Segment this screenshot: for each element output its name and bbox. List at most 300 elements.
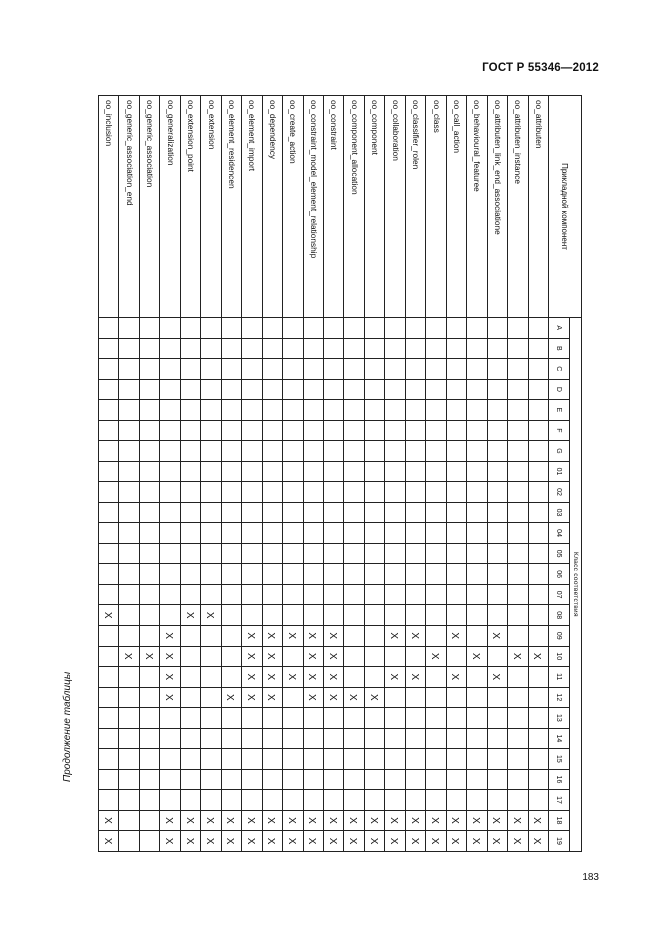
conformance-cell [364, 441, 384, 462]
conformance-cell [180, 790, 200, 811]
conformance-mark: X [204, 611, 216, 619]
conformance-cell [446, 482, 466, 503]
conformance-cell [262, 625, 282, 646]
conformance-mark: X [408, 817, 420, 824]
conformance-cell [160, 708, 180, 729]
conformance-cell [160, 749, 180, 770]
conformance-cell [467, 584, 487, 605]
conformance-cell [160, 441, 180, 462]
conformance-cell [385, 359, 405, 380]
conformance-cell [201, 584, 221, 605]
conformance-cell [385, 584, 405, 605]
conformance-cell [487, 625, 507, 646]
conformance-cell [467, 502, 487, 523]
conformance-cell [160, 646, 180, 667]
conformance-cell [324, 564, 344, 585]
conformance-cell [385, 338, 405, 359]
conformance-cell [180, 523, 200, 544]
conformance-cell [324, 441, 344, 462]
class-column-header: 04 [549, 523, 570, 544]
conformance-cell [160, 625, 180, 646]
conformance-cell [99, 338, 119, 359]
conformance-cell [221, 543, 241, 564]
conformance-cell [139, 338, 159, 359]
conformance-cell [201, 769, 221, 790]
conformance-cell [160, 543, 180, 564]
conformance-cell [405, 338, 425, 359]
conformance-cell [528, 667, 548, 688]
conformance-cell [385, 523, 405, 544]
conformance-mark: X [347, 693, 359, 701]
conformance-cell [487, 564, 507, 585]
conformance-cell [242, 318, 262, 339]
conformance-cell [508, 338, 528, 359]
conformance-cell [426, 523, 446, 544]
conformance-cell [201, 441, 221, 462]
conformance-cell [324, 667, 344, 688]
conformance-cell [283, 749, 303, 770]
conformance-cell [467, 769, 487, 790]
conformance-cell [467, 482, 487, 503]
conformance-cell [467, 625, 487, 646]
conformance-cell [201, 749, 221, 770]
conformance-cell [344, 790, 364, 811]
conformance-cell [364, 810, 384, 831]
conformance-cell [283, 605, 303, 626]
conformance-cell [303, 420, 323, 441]
conformance-cell [446, 441, 466, 462]
conformance-cell [487, 769, 507, 790]
conformance-cell [487, 400, 507, 421]
conformance-cell [364, 708, 384, 729]
conformance-cell [221, 400, 241, 421]
conformance-cell [262, 584, 282, 605]
conformance-cell [426, 338, 446, 359]
conformance-mark: X [367, 693, 379, 701]
conformance-cell [242, 420, 262, 441]
conformance-cell [426, 646, 446, 667]
table-row [385, 96, 405, 852]
conformance-cell [242, 482, 262, 503]
conformance-mark: X [244, 652, 256, 660]
conformance-cell [303, 687, 323, 708]
conformance-cell [446, 543, 466, 564]
conformance-cell [201, 420, 221, 441]
conformance-cell [364, 420, 384, 441]
conformance-cell [426, 543, 446, 564]
conformance-cell [364, 625, 384, 646]
conformance-cell [99, 523, 119, 544]
class-column-header: 17 [549, 790, 570, 811]
class-column-header: E [549, 400, 570, 421]
conformance-cell [467, 420, 487, 441]
conformance-cell [344, 420, 364, 441]
conformance-cell [283, 420, 303, 441]
conformance-cell [119, 502, 139, 523]
conformance-cell [528, 749, 548, 770]
conformance-mark: X [326, 693, 338, 701]
conformance-cell [344, 543, 364, 564]
conformance-cell [487, 502, 507, 523]
component-name: oo_classifier_rolen [405, 96, 425, 318]
conformance-cell [528, 687, 548, 708]
conformance-mark: X [101, 817, 113, 824]
conformance-cell [405, 625, 425, 646]
class-column-header: F [549, 420, 570, 441]
class-column-header: A [549, 318, 570, 339]
conformance-mark: X [224, 693, 236, 701]
conformance-cell [119, 461, 139, 482]
conformance-cell [221, 749, 241, 770]
class-column-header: 16 [549, 769, 570, 790]
conformance-cell [364, 605, 384, 626]
class-column-header: 14 [549, 728, 570, 749]
conformance-cell [160, 810, 180, 831]
conformance-cell [303, 584, 323, 605]
conformance-cell [283, 625, 303, 646]
conformance-cell [385, 728, 405, 749]
conformance-cell [139, 400, 159, 421]
conformance-cell [467, 338, 487, 359]
conformance-cell [242, 708, 262, 729]
conformance-cell [344, 441, 364, 462]
conformance-mark: X [101, 611, 113, 619]
conformance-cell [262, 810, 282, 831]
conformance-cell [139, 318, 159, 339]
conformance-cell [160, 502, 180, 523]
conformance-cell [99, 441, 119, 462]
conformance-cell [385, 441, 405, 462]
conformance-cell [201, 461, 221, 482]
conformance-cell [405, 687, 425, 708]
table-row [221, 96, 241, 852]
conformance-cell [344, 605, 364, 626]
conformance-cell [221, 564, 241, 585]
conformance-cell [221, 831, 241, 852]
table-row [467, 96, 487, 852]
conformance-mark: X [326, 673, 338, 681]
conformance-cell [139, 584, 159, 605]
conformance-cell [160, 359, 180, 380]
conformance-cell [160, 482, 180, 503]
conformance-cell [99, 749, 119, 770]
conformance-cell [139, 502, 159, 523]
conformance-cell [303, 502, 323, 523]
conformance-cell [324, 379, 344, 400]
conformance-cell [180, 482, 200, 503]
conformance-cell [426, 420, 446, 441]
conformance-cell [487, 318, 507, 339]
conformance-cell [303, 400, 323, 421]
conformance-cell [344, 461, 364, 482]
conformance-cell [119, 831, 139, 852]
conformance-cell [160, 790, 180, 811]
conformance-cell [221, 359, 241, 380]
conformance-table-rotated [98, 95, 582, 851]
conformance-cell [446, 564, 466, 585]
conformance-cell [528, 543, 548, 564]
conformance-cell [405, 708, 425, 729]
conformance-cell [262, 318, 282, 339]
conformance-cell [324, 810, 344, 831]
conformance-cell [528, 523, 548, 544]
component-name: oo_generic_association_end [119, 96, 139, 318]
conformance-cell [364, 769, 384, 790]
conformance-cell [262, 687, 282, 708]
table-row [160, 96, 180, 852]
conformance-cell [487, 646, 507, 667]
conformance-cell [221, 810, 241, 831]
conformance-cell [508, 379, 528, 400]
conformance-cell [467, 605, 487, 626]
conformance-cell [221, 420, 241, 441]
conformance-cell [283, 708, 303, 729]
conformance-cell [508, 502, 528, 523]
conformance-cell [344, 749, 364, 770]
table-row [242, 96, 262, 852]
conformance-mark: X [326, 837, 338, 845]
conformance-cell [119, 400, 139, 421]
conformance-mark: X [306, 817, 318, 824]
conformance-cell [508, 564, 528, 585]
conformance-cell [528, 769, 548, 790]
conformance-cell [119, 564, 139, 585]
conformance-cell [324, 728, 344, 749]
class-column-header: 19 [549, 831, 570, 852]
conformance-cell [139, 687, 159, 708]
class-column-header: 02 [549, 482, 570, 503]
conformance-cell [221, 790, 241, 811]
conformance-cell [99, 728, 119, 749]
conformance-cell [139, 831, 159, 852]
conformance-cell [405, 543, 425, 564]
conformance-cell [405, 667, 425, 688]
conformance-cell [242, 584, 262, 605]
conformance-cell [487, 523, 507, 544]
conformance-cell [426, 790, 446, 811]
conformance-cell [364, 379, 384, 400]
conformance-mark: X [265, 837, 277, 845]
conformance-table-wrapper [98, 95, 582, 851]
conformance-cell [119, 379, 139, 400]
conformance-cell [119, 605, 139, 626]
conformance-mark: X [388, 673, 400, 681]
conformance-cell [119, 318, 139, 339]
conformance-cell [364, 523, 384, 544]
conformance-cell [487, 359, 507, 380]
conformance-cell [180, 625, 200, 646]
conformance-mark: X [285, 632, 297, 640]
conformance-cell [139, 708, 159, 729]
conformance-mark: X [449, 632, 461, 640]
conformance-cell [508, 441, 528, 462]
conformance-cell [283, 543, 303, 564]
conformance-mark: X [163, 673, 175, 681]
conformance-cell [324, 461, 344, 482]
conformance-cell [201, 790, 221, 811]
conformance-cell [528, 338, 548, 359]
class-column-header: 13 [549, 708, 570, 729]
conformance-cell [221, 482, 241, 503]
conformance-cell [99, 318, 119, 339]
conformance-cell [139, 441, 159, 462]
conformance-cell [528, 318, 548, 339]
conformance-cell [405, 646, 425, 667]
conformance-cell [119, 749, 139, 770]
conformance-cell [344, 400, 364, 421]
conformance-cell [344, 625, 364, 646]
conformance-cell [487, 687, 507, 708]
class-column-header: D [549, 379, 570, 400]
conformance-cell [426, 400, 446, 421]
conformance-cell [119, 584, 139, 605]
conformance-cell [385, 667, 405, 688]
conformance-cell [221, 338, 241, 359]
conformance-cell [180, 318, 200, 339]
conformance-cell [283, 461, 303, 482]
conformance-cell [385, 708, 405, 729]
conformance-cell [99, 584, 119, 605]
conformance-cell [139, 543, 159, 564]
conformance-cell [99, 605, 119, 626]
conformance-cell [160, 379, 180, 400]
component-name: oo_extension [201, 96, 221, 318]
conformance-cell [508, 318, 528, 339]
conformance-cell [160, 605, 180, 626]
conformance-cell [180, 461, 200, 482]
conformance-cell [180, 420, 200, 441]
conformance-mark: X [285, 673, 297, 681]
conformance-cell [283, 769, 303, 790]
conformance-cell [160, 728, 180, 749]
conformance-cell [139, 646, 159, 667]
conformance-cell [405, 318, 425, 339]
conformance-cell [119, 543, 139, 564]
conformance-mark: X [265, 693, 277, 701]
conformance-cell [528, 831, 548, 852]
conformance-cell [344, 831, 364, 852]
conformance-cell [508, 605, 528, 626]
component-name: oo_generic_association [139, 96, 159, 318]
conformance-cell [385, 646, 405, 667]
class-column-header: 09 [549, 625, 570, 646]
conformance-cell [201, 502, 221, 523]
conformance-cell [262, 482, 282, 503]
conformance-cell [139, 461, 159, 482]
conformance-cell [508, 420, 528, 441]
conformance-cell [385, 564, 405, 585]
conformance-cell [180, 646, 200, 667]
conformance-mark: X [163, 632, 175, 640]
conformance-cell [221, 584, 241, 605]
conformance-cell [283, 400, 303, 421]
conformance-cell [405, 790, 425, 811]
conformance-cell [467, 831, 487, 852]
conformance-mark: X [306, 693, 318, 701]
conformance-cell [201, 831, 221, 852]
conformance-mark: X [306, 837, 318, 845]
conformance-cell [324, 359, 344, 380]
conformance-cell [385, 810, 405, 831]
conformance-cell [262, 605, 282, 626]
conformance-cell [262, 646, 282, 667]
conformance-mark: X [326, 652, 338, 660]
conformance-cell [221, 708, 241, 729]
conformance-cell [487, 338, 507, 359]
conformance-mark: X [490, 673, 502, 681]
conformance-cell [283, 646, 303, 667]
conformance-cell [405, 769, 425, 790]
conformance-cell [385, 543, 405, 564]
conformance-cell [446, 502, 466, 523]
table-row [262, 96, 282, 852]
conformance-cell [324, 482, 344, 503]
conformance-cell [221, 318, 241, 339]
conformance-cell [242, 790, 262, 811]
conformance-mark: X [408, 673, 420, 681]
conformance-cell [467, 790, 487, 811]
conformance-mark: X [367, 817, 379, 824]
conformance-cell [344, 523, 364, 544]
conformance-cell [426, 379, 446, 400]
conformance-cell [344, 646, 364, 667]
conformance-cell [283, 790, 303, 811]
conformance-cell [262, 790, 282, 811]
conformance-cell [139, 523, 159, 544]
conformance-cell [426, 625, 446, 646]
conformance-cell [180, 687, 200, 708]
conformance-cell [160, 769, 180, 790]
conformance-cell [344, 708, 364, 729]
conformance-cell [344, 564, 364, 585]
conformance-mark: X [204, 817, 216, 824]
conformance-mark: X [183, 817, 195, 824]
class-column-header: 12 [549, 687, 570, 708]
conformance-cell [262, 400, 282, 421]
conformance-mark: X [490, 632, 502, 640]
class-column-header: 11 [549, 667, 570, 688]
conformance-cell [364, 400, 384, 421]
conformance-cell [139, 420, 159, 441]
conformance-cell [324, 543, 344, 564]
conformance-cell [385, 625, 405, 646]
conformance-cell [283, 379, 303, 400]
conformance-mark: X [244, 632, 256, 640]
conformance-cell [201, 564, 221, 585]
conformance-cell [324, 646, 344, 667]
conformance-cell [262, 564, 282, 585]
conformance-mark: X [531, 837, 543, 845]
conformance-mark: X [101, 837, 113, 845]
table-row [426, 96, 446, 852]
conformance-cell [405, 810, 425, 831]
conformance-cell [139, 564, 159, 585]
conformance-cell [139, 359, 159, 380]
conformance-cell [262, 667, 282, 688]
conformance-cell [160, 831, 180, 852]
conformance-cell [303, 749, 323, 770]
conformance-cell [364, 687, 384, 708]
component-name: oo_component [364, 96, 384, 318]
conformance-cell [242, 502, 262, 523]
conformance-cell [221, 605, 241, 626]
conformance-cell [242, 400, 262, 421]
conformance-mark: X [163, 837, 175, 845]
table-row [283, 96, 303, 852]
conformance-cell [426, 502, 446, 523]
conformance-cell [344, 769, 364, 790]
conformance-cell [467, 646, 487, 667]
